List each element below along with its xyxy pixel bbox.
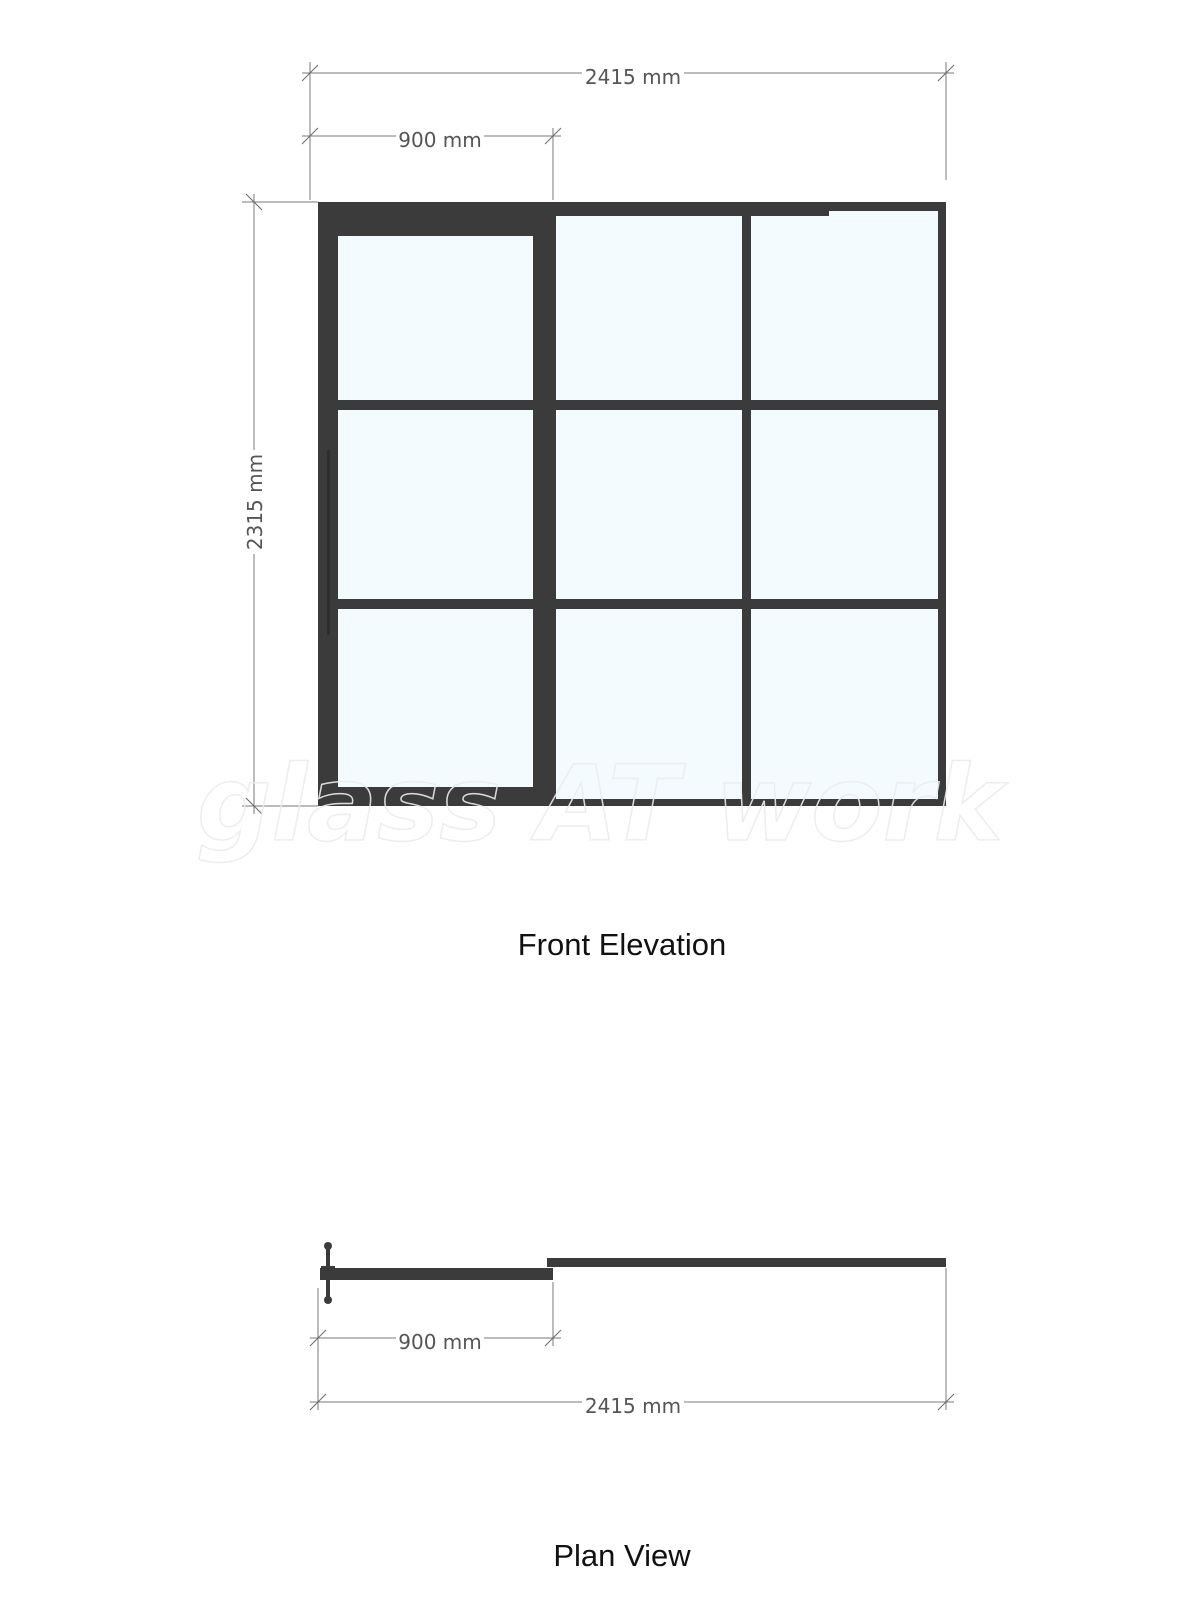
- watermark-text: glass AT work: [197, 743, 1003, 865]
- fixed-pane-c1-r1: [556, 216, 742, 400]
- fixed-pane-c2-r1b: [829, 211, 938, 400]
- door-pane-top: [338, 236, 533, 400]
- overall-width-label: 2415 mm: [584, 65, 682, 89]
- plan-dimension-door-width: [310, 1282, 561, 1410]
- dimension-door-width: [302, 123, 561, 200]
- fixed-pane-c2-r2: [751, 410, 938, 599]
- plan-view-title: Plan View: [553, 1538, 691, 1573]
- height-label: 2315 mm: [243, 453, 267, 551]
- fixed-pane-c2-r1: [751, 216, 831, 400]
- door-pane-middle: [338, 410, 533, 599]
- front-elevation: [197, 60, 1009, 962]
- fixed-pane-c1-r2: [556, 410, 742, 599]
- watermark: [197, 743, 1009, 865]
- plan-overall-width-label: 2415 mm: [584, 1394, 682, 1418]
- front-elevation-title: Front Elevation: [517, 927, 727, 962]
- door-handle: [327, 450, 330, 635]
- dimension-height: [240, 194, 318, 814]
- door-width-label: 900 mm: [398, 128, 482, 152]
- plan-view: [310, 1242, 954, 1573]
- plan-fixed-panel: [547, 1258, 946, 1267]
- plan-door-leaf: [320, 1268, 553, 1280]
- glazed-partition: [318, 202, 946, 806]
- plan-door-width-label: 900 mm: [398, 1330, 482, 1354]
